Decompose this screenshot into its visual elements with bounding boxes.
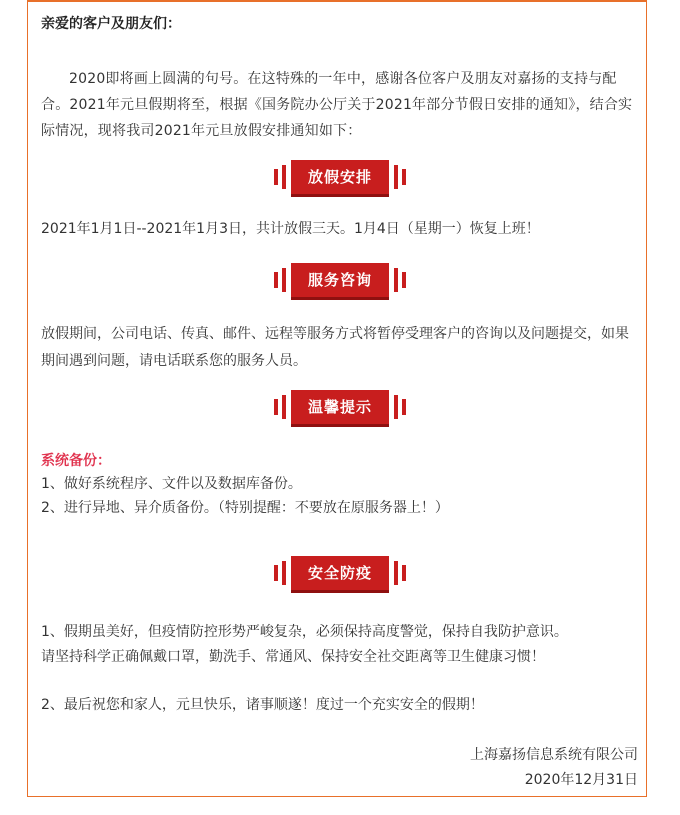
tips-section-title: 温馨提示 bbox=[291, 390, 389, 424]
safety-line-3: 2、最后祝您和家人，元旦快乐，诸事顺遂！度过一个充实安全的假期！ bbox=[41, 697, 484, 713]
intro-paragraph bbox=[41, 66, 641, 144]
service-text: 放假期间，公司电话、传真、邮件、远程等服务方式将暂停受理客户的咨询以及问题提交，如果期间遇到问题，请电话联系您的服务人员。 bbox=[41, 326, 629, 369]
service-section-badge bbox=[274, 263, 406, 297]
safety-line-1: 1、假期虽美好，但疫情防控形势严峻复杂，必须保持高度警觉，保持自我防护意识。 bbox=[41, 624, 568, 640]
safety-line-2: 请坚持科学正确佩戴口罩，勤洗手、常通风、保持安全社交距离等卫生健康习惯！ bbox=[41, 649, 545, 665]
intro-text: 2020即将画上圆满的句号。在这特殊的一年中，感谢各位客户及朋友对嘉扬的支持与配合。2021年元旦假期将至，根据《国务院办公厅关于2021年部分节假日安排的通知》，结合实际情况，现将我司2021年元旦放假安排通知如下： bbox=[41, 71, 633, 139]
backup-item-1: 1、做好系统程序、文件以及数据库备份。 bbox=[41, 476, 302, 492]
safety-section-title: 安全防疫 bbox=[291, 556, 389, 590]
holiday-section-badge bbox=[274, 160, 406, 194]
holiday-section-title: 放假安排 bbox=[291, 160, 389, 194]
backup-label: 系统备份： bbox=[41, 453, 111, 469]
tips-section-badge bbox=[274, 390, 406, 424]
signature-company: 上海嘉扬信息系统有限公司 bbox=[470, 747, 638, 763]
greeting: 亲爱的客户及朋友们： bbox=[41, 16, 181, 32]
safety-section-badge bbox=[274, 556, 406, 590]
service-section-title: 服务咨询 bbox=[291, 263, 389, 297]
holiday-text: 2021年1月1日--2021年1月3日，共计放假三天。1月4日（星期一）恢复上班！ bbox=[41, 221, 540, 237]
backup-item-2: 2、进行异地、异介质备份。（特别提醒：不要放在原服务器上！） bbox=[41, 500, 449, 516]
signature-date: 2020年12月31日 bbox=[524, 772, 638, 788]
